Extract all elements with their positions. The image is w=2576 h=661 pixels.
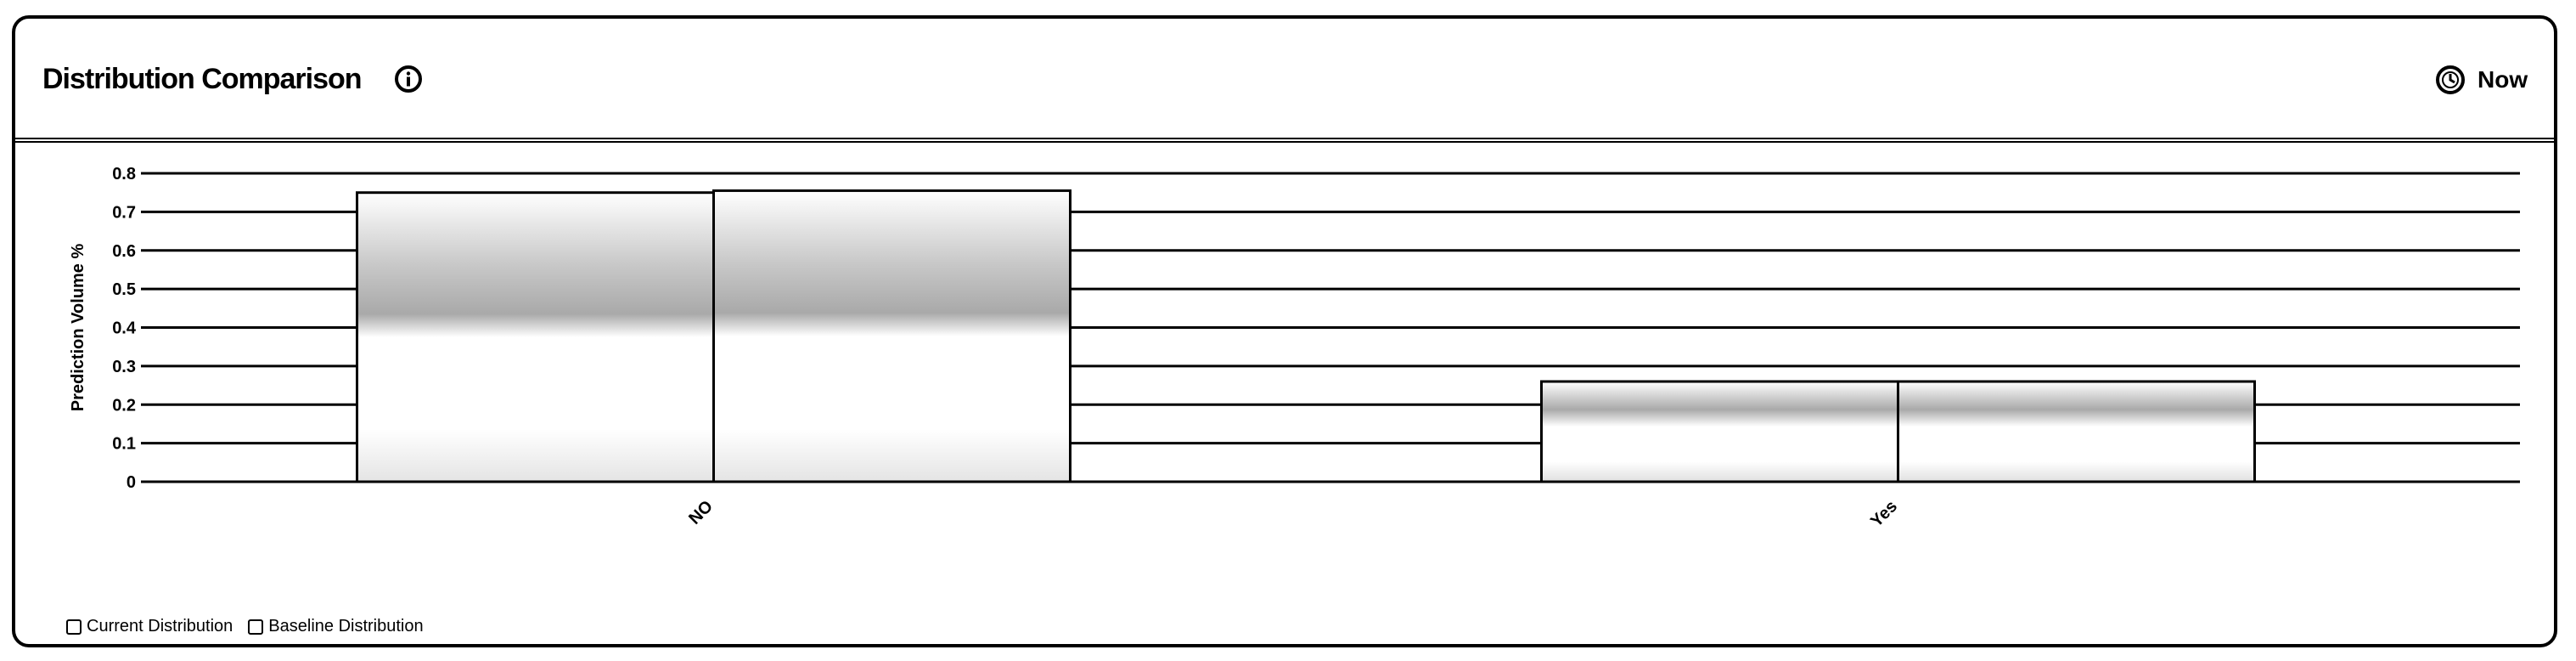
y-tick-label-6: 0.6 — [112, 241, 136, 261]
legend-label-baseline: Baseline Distribution — [268, 617, 424, 636]
x-tick-label-1: Yes — [1867, 496, 1902, 531]
y-tick-label-7: 0.7 — [112, 203, 136, 223]
distribution-comparison-card — [12, 15, 2557, 647]
x-tick-label-0: NO — [685, 496, 717, 528]
bar-yes-baseline — [1898, 381, 2255, 482]
time-range-label[interactable]: Now — [2478, 66, 2528, 93]
y-tick-label-3: 0.3 — [112, 357, 136, 376]
legend-item-baseline[interactable] — [248, 617, 423, 636]
legend-label-current: Current Distribution — [87, 617, 233, 636]
y-tick-label-5: 0.5 — [112, 280, 136, 300]
bar-no-current — [357, 193, 714, 482]
y-tick-label-4: 0.4 — [112, 319, 136, 338]
chart-legend — [66, 617, 424, 636]
bar-no-baseline — [714, 190, 1071, 482]
y-tick-label-8: 0.8 — [112, 165, 136, 184]
legend-swatch-current — [66, 619, 82, 635]
bar-yes-current — [1542, 381, 1898, 482]
y-axis-label: Prediction Volume % — [69, 243, 87, 412]
y-tick-label-1: 0.1 — [112, 434, 136, 454]
legend-swatch-baseline — [248, 619, 263, 635]
y-tick-label-2: 0.2 — [112, 396, 136, 415]
bar-chart — [15, 19, 2557, 647]
card-title: Distribution Comparison — [42, 63, 362, 95]
legend-item-current[interactable] — [66, 617, 233, 636]
y-tick-label-0: 0 — [126, 473, 136, 492]
